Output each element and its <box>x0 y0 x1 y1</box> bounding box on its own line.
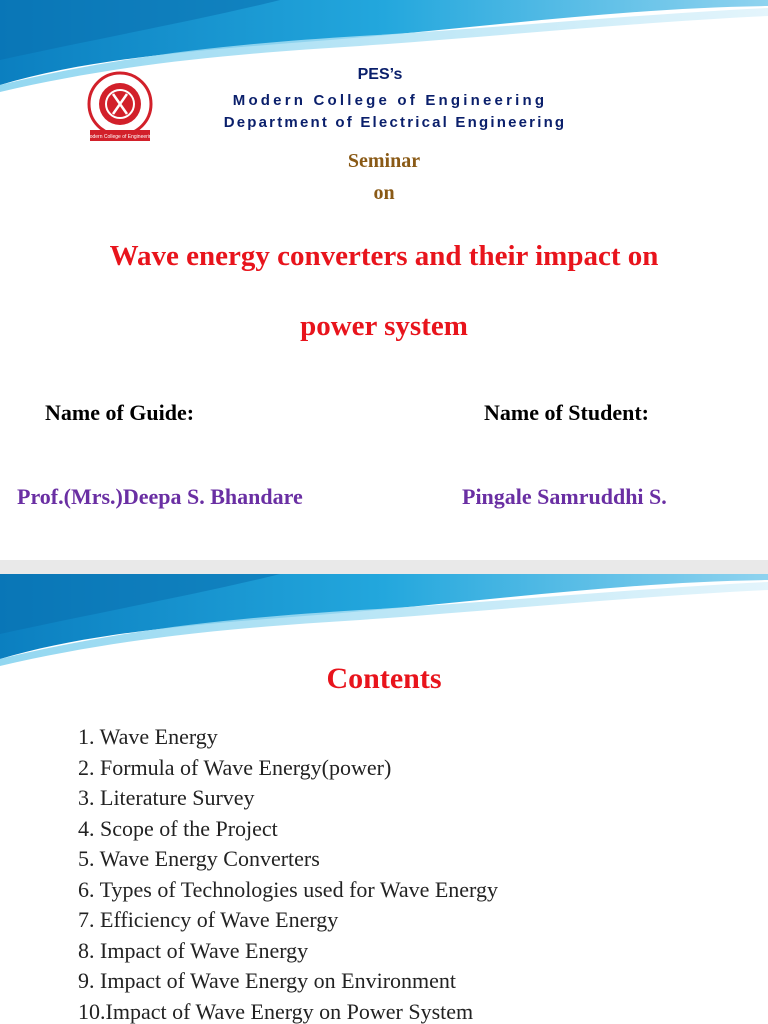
list-item: 10.Impact of Wave Energy on Power System <box>78 998 474 1024</box>
list-item: 9. Impact of Wave Energy on Environment <box>78 968 457 993</box>
contents-list <box>78 722 498 1024</box>
seminar-label: Seminar <box>347 150 421 172</box>
seminar-title-line1: Wave energy converters and their impact on <box>109 240 659 272</box>
department-name: Department of Electrical Engineering <box>223 114 567 131</box>
seminar-title-line2: power system <box>300 310 468 342</box>
list-item: 2. Formula of Wave Energy(power) <box>78 754 392 780</box>
list-item: 1. Wave Energy <box>78 724 218 749</box>
wave-banner <box>0 574 768 669</box>
on-label: on <box>373 182 395 204</box>
contents-heading: Contents <box>326 662 442 695</box>
contents-slide <box>0 574 768 1024</box>
list-item: 4. Scope of the Project <box>78 815 278 841</box>
list-item: 6. Types of Technologies used for Wave Energy <box>78 876 498 902</box>
list-item: 5. Wave Energy Converters <box>78 846 320 871</box>
student-label: Name of Student: <box>484 400 649 425</box>
list-item: 3. Literature Survey <box>78 785 255 810</box>
svg-text:Modern College of Engineering: Modern College of Engineering <box>85 134 155 140</box>
society-name: PES’s <box>357 66 403 83</box>
college-name: Modern College of Engineering <box>232 92 548 109</box>
list-item: 8. Impact of Wave Energy <box>78 937 309 963</box>
slide-separator <box>0 560 768 574</box>
list-item: 7. Efficiency of Wave Energy <box>78 907 339 932</box>
student-name: Pingale Samruddhi S. <box>462 484 667 509</box>
guide-label: Name of Guide: <box>45 400 195 425</box>
guide-name: Prof.(Mrs.)Deepa S. Bhandare <box>17 484 303 509</box>
